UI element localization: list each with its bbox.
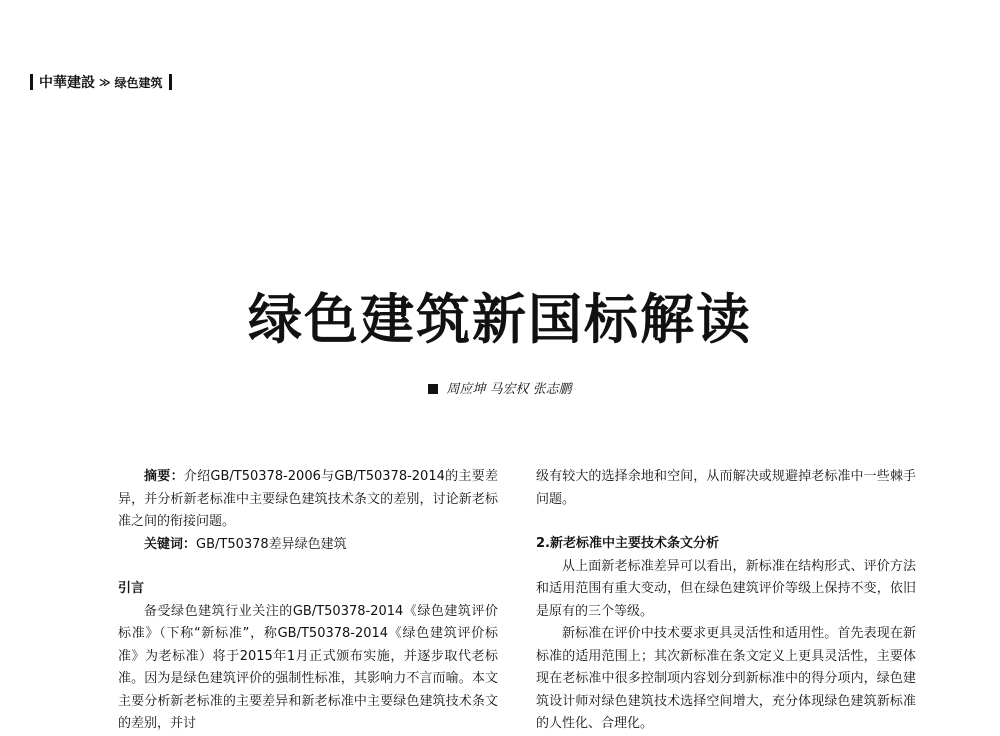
section-paragraph-1: 从上面新老标准差异可以看出，新标准在结构形式、评价方法和适用范围有重大变动，但在绿色建筑评价等级上保持不变，依旧是原有的三个等级。 <box>536 558 916 619</box>
running-head-separator: ≫ <box>99 75 111 89</box>
intro-paragraph: 备受绿色建筑行业关注的GB/T50378-2014《绿色建筑评价标准》（下称“新标准”，称GB/T50378-2014《绿色建筑评价标准》为老标准）将于2015年1月正式颁布实施，并逐步取代老标准。因为是绿色建筑评价的强制性标准，其影响力不言而喻。本文主要分析新老标准的主要差异和新老标准中主要绿色建筑技术条文的差别，并讨 <box>118 603 498 731</box>
continuation-paragraph: 级有较大的选择余地和空间，从而解决或规避掉老标准中一些棘手问题。 <box>536 469 916 507</box>
abstract-label: 摘要： <box>144 469 184 484</box>
byline <box>0 378 1000 397</box>
right-column <box>536 466 916 736</box>
keywords-text: GB/T50378差异绿色建筑 <box>196 536 347 552</box>
keywords-label: 关键词： <box>144 536 197 552</box>
article-title: 绿色建筑新国标解读 <box>248 287 752 351</box>
keywords <box>118 534 498 557</box>
abstract-text: 介绍GB/T50378-2006与GB/T50378-2014的主要差异，并分析新老标准中主要绿色建筑技术条文的差别，讨论新老标准之间的衔接问题。 <box>118 469 498 529</box>
authors: 周应坤 马宏权 张志鹏 <box>446 382 572 397</box>
intro-heading: 引言 <box>118 581 145 596</box>
byline-square-icon <box>428 384 438 394</box>
running-head-left-bar <box>30 74 33 90</box>
section-name: 绿色建筑 <box>114 75 163 90</box>
running-head <box>30 72 172 92</box>
running-head-right-bar <box>169 74 172 90</box>
abstract <box>118 466 498 534</box>
section-paragraph-2: 新标准在评价中技术要求更具灵活性和适用性。首先表现在新标准的适用范围上；其次新标准在条文定义上更具灵活性，主要体现在老标准中很多控制项内容划分到新标准中的得分项内，绿色建筑设计师对绿色建筑技术选择空间增大，充分体现绿色建筑新标准的人性化、合理化。 <box>536 626 916 731</box>
left-column <box>118 466 498 736</box>
publication-name: 中華建設 <box>39 75 95 91</box>
section-heading: 2.新老标准中主要技术条文分析 <box>536 536 719 551</box>
